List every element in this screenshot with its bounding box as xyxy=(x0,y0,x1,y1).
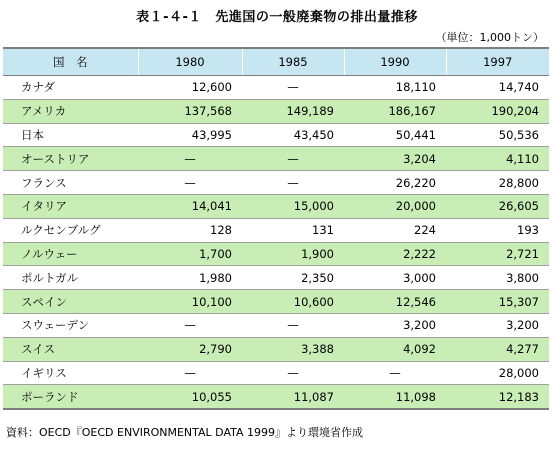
country-cell: イギリス xyxy=(3,361,138,385)
value-cell: 1,900 xyxy=(242,242,344,266)
value-cell: 20,000 xyxy=(344,194,446,218)
table-row xyxy=(3,361,549,385)
value-cell: 4,277 xyxy=(446,337,549,361)
value-cell: 11,098 xyxy=(344,385,446,409)
country-cell: カナダ xyxy=(3,76,138,100)
value-cell: 4,092 xyxy=(344,337,446,361)
country-cell: フランス xyxy=(3,171,138,195)
waste-table xyxy=(3,47,549,410)
value-cell: 186,167 xyxy=(344,99,446,123)
country-cell: ポルトガル xyxy=(3,266,138,290)
table-row xyxy=(3,266,549,290)
table-row xyxy=(3,385,549,409)
table-row xyxy=(3,218,549,242)
value-cell: 4,110 xyxy=(446,147,549,171)
value-cell: 1,980 xyxy=(138,266,242,290)
value-cell: 137,568 xyxy=(138,99,242,123)
table-title: 表１-４-１ 先進国の一般廃棄物の排出量推移 xyxy=(136,10,418,25)
header-1990: 1990 xyxy=(344,48,446,76)
value-cell: 50,441 xyxy=(344,123,446,147)
value-cell: 1,700 xyxy=(138,242,242,266)
value-cell: 50,536 xyxy=(446,123,549,147)
value-cell: 18,110 xyxy=(344,76,446,100)
value-cell: 26,605 xyxy=(446,194,549,218)
value-cell: — xyxy=(242,76,344,100)
country-cell: スペイン xyxy=(3,290,138,314)
value-cell: — xyxy=(344,361,446,385)
country-cell: ポーランド xyxy=(3,385,138,409)
table-row xyxy=(3,171,549,195)
value-cell: — xyxy=(138,147,242,171)
value-cell: — xyxy=(138,361,242,385)
unit-note: （単位：1,000トン） xyxy=(435,31,544,44)
header-row xyxy=(3,48,549,76)
value-cell: — xyxy=(138,313,242,337)
country-cell: 日本 xyxy=(3,123,138,147)
table-row xyxy=(3,123,549,147)
country-cell: スウェーデン xyxy=(3,313,138,337)
value-cell: 128 xyxy=(138,218,242,242)
value-cell: 190,204 xyxy=(446,99,549,123)
value-cell: 149,189 xyxy=(242,99,344,123)
header-1997: 1997 xyxy=(446,48,549,76)
table-row xyxy=(3,194,549,218)
source-note: 資料：OECD『OECD ENVIRONMENTAL DATA 1999』より環境省作成 xyxy=(6,426,364,439)
value-cell: — xyxy=(242,171,344,195)
value-cell: — xyxy=(138,171,242,195)
value-cell: 224 xyxy=(344,218,446,242)
value-cell: 12,183 xyxy=(446,385,549,409)
value-cell: 26,220 xyxy=(344,171,446,195)
country-cell: ノルウェー xyxy=(3,242,138,266)
value-cell: 12,546 xyxy=(344,290,446,314)
value-cell: 2,721 xyxy=(446,242,549,266)
value-cell: 10,055 xyxy=(138,385,242,409)
value-cell: 3,204 xyxy=(344,147,446,171)
value-cell: 15,000 xyxy=(242,194,344,218)
value-cell: 3,200 xyxy=(446,313,549,337)
value-cell: 14,740 xyxy=(446,76,549,100)
value-cell: 3,800 xyxy=(446,266,549,290)
country-cell: オーストリア xyxy=(3,147,138,171)
value-cell: — xyxy=(242,361,344,385)
value-cell: 11,087 xyxy=(242,385,344,409)
value-cell: 12,600 xyxy=(138,76,242,100)
value-cell: 193 xyxy=(446,218,549,242)
value-cell: 2,350 xyxy=(242,266,344,290)
value-cell: 2,790 xyxy=(138,337,242,361)
value-cell: 2,222 xyxy=(344,242,446,266)
value-cell: 10,100 xyxy=(138,290,242,314)
value-cell: 14,041 xyxy=(138,194,242,218)
country-cell: イタリア xyxy=(3,194,138,218)
table-row xyxy=(3,242,549,266)
table-row xyxy=(3,147,549,171)
country-cell: ルクセンブルグ xyxy=(3,218,138,242)
value-cell: 3,200 xyxy=(344,313,446,337)
value-cell: 28,800 xyxy=(446,171,549,195)
value-cell: 43,450 xyxy=(242,123,344,147)
header-1985: 1985 xyxy=(242,48,344,76)
value-cell: 3,388 xyxy=(242,337,344,361)
value-cell: — xyxy=(242,147,344,171)
value-cell: 3,000 xyxy=(344,266,446,290)
value-cell: 10,600 xyxy=(242,290,344,314)
table-row xyxy=(3,313,549,337)
value-cell: 15,307 xyxy=(446,290,549,314)
header-1980: 1980 xyxy=(138,48,242,76)
value-cell: 28,000 xyxy=(446,361,549,385)
table-row xyxy=(3,76,549,100)
value-cell: 43,995 xyxy=(138,123,242,147)
country-cell: アメリカ xyxy=(3,99,138,123)
value-cell: — xyxy=(242,313,344,337)
country-cell: スイス xyxy=(3,337,138,361)
table-row xyxy=(3,337,549,361)
header-country: 国 名 xyxy=(3,48,138,76)
table-row xyxy=(3,99,549,123)
table-row xyxy=(3,290,549,314)
value-cell: 131 xyxy=(242,218,344,242)
